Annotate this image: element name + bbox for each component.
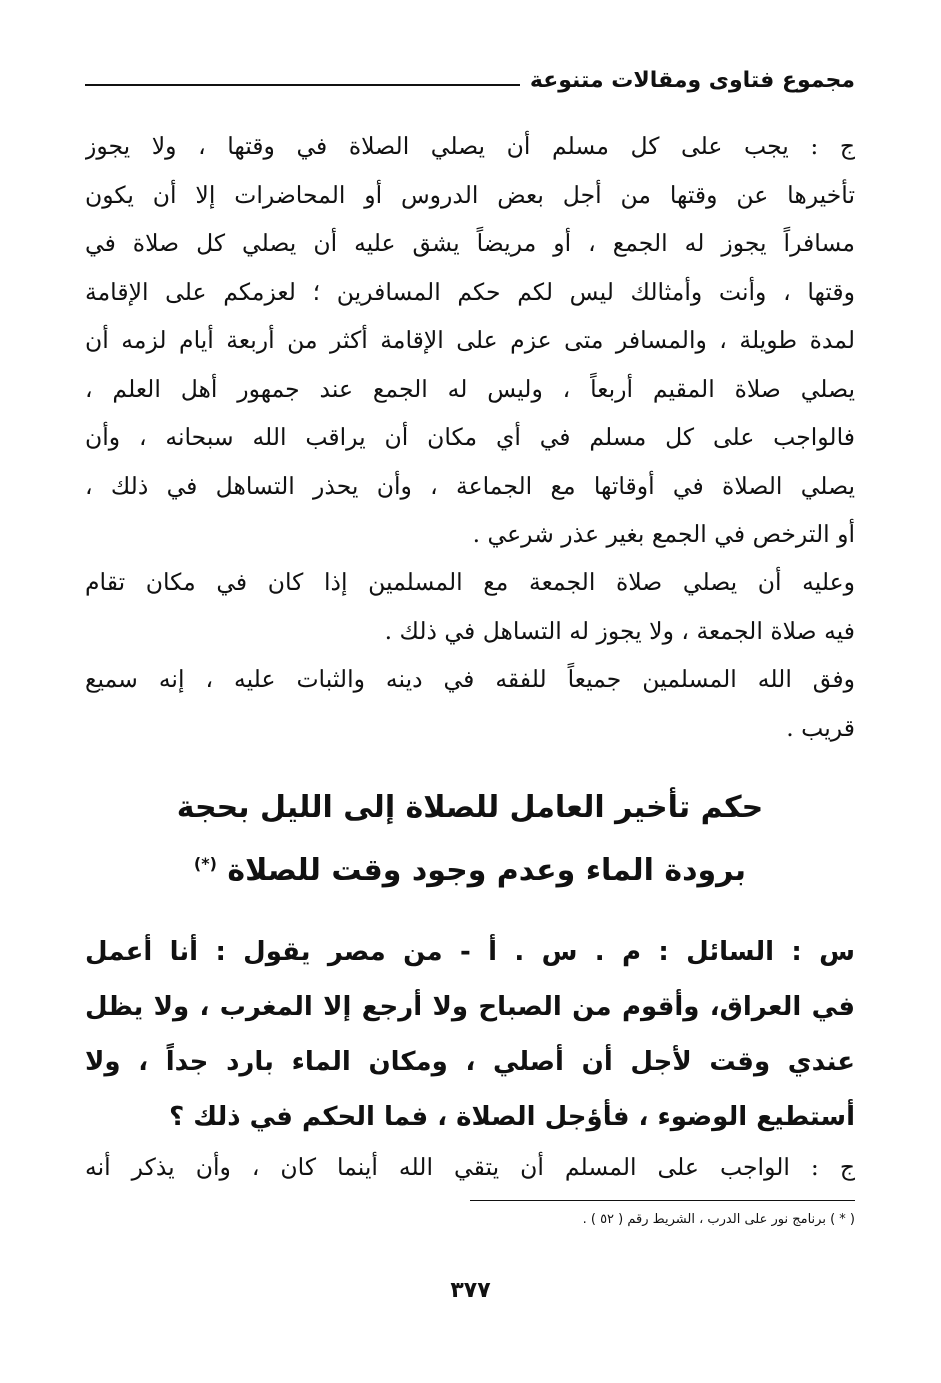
- answer-line: ج : يجب على كل مسلم أن يصلي الصلاة في وقتها ، ولا يجوز: [85, 132, 855, 160]
- jumuah-paragraph: [85, 558, 855, 655]
- section-heading: [150, 780, 790, 899]
- answer-line: أو الترخص في الجمع بغير عذر شرعي .: [472, 520, 855, 548]
- paragraph-line: وعليه أن يصلي صلاة الجمعة مع المسلمين إذا كان في مكان تقام: [85, 568, 855, 596]
- paragraph-line: فيه صلاة الجمعة ، ولا يجوز له التساهل في ذلك .: [384, 616, 855, 645]
- answer-line: لمدة طويلة ، والمسافر متى عزم على الإقامة أكثر من أربعة أيام لزمه أن: [85, 326, 855, 354]
- running-header-rule: [85, 84, 520, 86]
- section-heading-line-2: [150, 836, 790, 899]
- footnote: ( * ) برنامج نور على الدرب ، الشريط رقم ( ٥٢ ) .: [582, 1212, 855, 1227]
- answer-line: تأخيرها عن وقتها من أجل بعض الدروس أو المحاضرات إلا أن يكون: [85, 180, 855, 209]
- paragraph-line: قريب .: [786, 713, 855, 742]
- footnote-rule: [470, 1200, 855, 1201]
- answer-line: فالواجب على كل مسلم في أي مكان أن يراقب الله سبحانه ، وأن: [85, 423, 855, 451]
- answer-line: يصلي الصلاة في أوقاتها مع الجماعة ، وأن يحذر التساهل في ذلك ،: [85, 471, 855, 500]
- answer-line: وقتها ، وأنت وأمثالك ليس لكم حكم المسافرين ؛ لعزمكم على الإقامة: [85, 277, 855, 306]
- question-line: في العراق، وأقوم من الصباح ولا أرجع إلا المغرب ، ولا يظل: [85, 992, 855, 1022]
- question-line: أستطيع الوضوء ، فأؤجل الصلاة ، فما الحكم في ذلك ؟: [169, 1102, 855, 1132]
- page-number: ٣٧٧: [450, 1278, 491, 1303]
- footnote-marker: (*): [193, 854, 217, 873]
- answer-line: مسافراً يجوز له الجمع ، أو مريضاً يشق عليه أن يصلي كل صلاة في: [85, 229, 855, 257]
- answer-paragraph: [85, 122, 855, 559]
- question-line: س : السائل : م . س . أ - من مصر يقول : أنا أعمل: [85, 937, 855, 967]
- running-header-title: مجموع فتاوى ومقالات متنوعة: [529, 67, 855, 93]
- running-header: [85, 60, 855, 100]
- dua-paragraph: [85, 655, 855, 752]
- answer-two-paragraph: [85, 1143, 855, 1192]
- answer-line: يصلي صلاة المقيم أربعاً ، وليس له الجمع عند جمهور أهل العلم ،: [85, 374, 855, 403]
- question-paragraph: [85, 925, 855, 1145]
- paragraph-line: وفق الله المسلمين جميعاً للفقه في دينه والثبات عليه ، إنه سميع: [85, 665, 855, 693]
- question-line: عندي وقت لأجل أن أصلي ، ومكان الماء بارد جداً ، ولا: [85, 1047, 855, 1077]
- section-heading-text: برودة الماء وعدم وجود وقت للصلاة: [227, 853, 747, 888]
- answer-line: ج : الواجب على المسلم أن يتقي الله أينما كان ، وأن يذكر أنه: [85, 1153, 855, 1181]
- section-heading-line: حكم تأخير العامل للصلاة إلى الليل بحجة: [176, 790, 764, 825]
